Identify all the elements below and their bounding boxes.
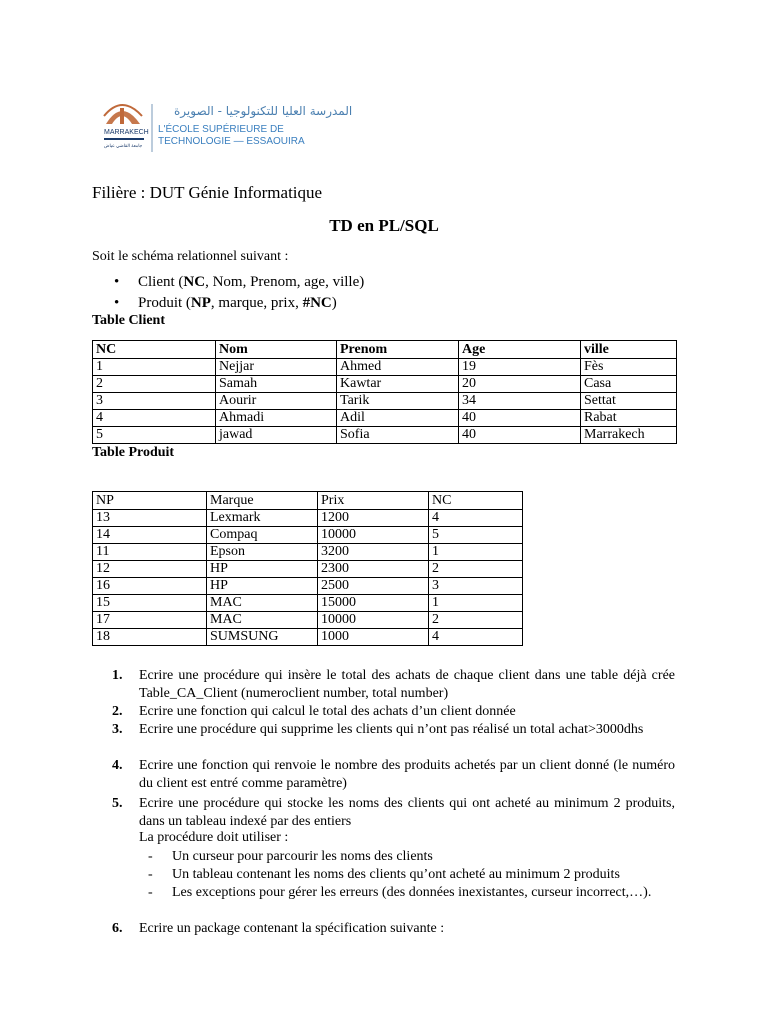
- table-cell: 5: [429, 527, 523, 544]
- intro-text: Soit le schéma relationnel suivant :: [92, 249, 289, 264]
- client-table-label: Table Client: [92, 313, 165, 328]
- table-cell: Adil: [337, 410, 459, 427]
- table-cell: Compaq: [207, 527, 318, 544]
- table-cell: HP: [207, 578, 318, 595]
- table-row: [93, 561, 523, 578]
- table-cell: 2500: [318, 578, 429, 595]
- table-cell: 2: [429, 561, 523, 578]
- table-header-cell: ville: [581, 341, 677, 359]
- question-4: 4. Ecrire une fonction qui renvoie le nombre des produits achetés par un client donné (le numéro du client est entré comme paramètre): [112, 758, 675, 791]
- table-row: [93, 578, 523, 595]
- question-2: 2. Ecrire une fonction qui calcul le total des achats d’un client donnée: [112, 704, 516, 719]
- table-cell: 1: [429, 544, 523, 561]
- table-cell: Aourir: [216, 393, 337, 410]
- table-cell: 10000: [318, 612, 429, 629]
- table-cell: 1: [93, 359, 216, 376]
- question-5-sub-intro: La procédure doit utiliser :: [139, 830, 289, 845]
- table-row: [93, 629, 523, 646]
- svg-text:جامعة القاضي عياض: جامعة القاضي عياض: [104, 143, 143, 148]
- table-cell: 34: [459, 393, 581, 410]
- table-cell: 11: [93, 544, 207, 561]
- table-header-cell: NC: [429, 492, 523, 510]
- table-cell: Settat: [581, 393, 677, 410]
- produit-table-label: Table Produit: [92, 445, 175, 460]
- table-header-cell: Nom: [216, 341, 337, 359]
- table-cell: 10000: [318, 527, 429, 544]
- table-row: [93, 410, 677, 427]
- table-cell: Epson: [207, 544, 318, 561]
- table-row: [93, 510, 523, 527]
- page-title: TD en PL/SQL: [329, 216, 439, 235]
- q5-sub-item: - Un tableau contenant les noms des clients qu’ont acheté au minimum 2 produits: [148, 867, 620, 882]
- table-header-cell: Marque: [207, 492, 318, 510]
- table-header-cell: NP: [93, 492, 207, 510]
- table-cell: Samah: [216, 376, 337, 393]
- client-table: [92, 340, 677, 444]
- table-header-cell: Prix: [318, 492, 429, 510]
- table-row: [93, 527, 523, 544]
- table-cell: 40: [459, 427, 581, 444]
- table-cell: 5: [93, 427, 216, 444]
- schema-produit: • Produit (NP, marque, prix, #NC): [112, 293, 364, 314]
- table-header-cell: NC: [93, 341, 216, 359]
- table-cell: Casa: [581, 376, 677, 393]
- table-cell: 2: [93, 376, 216, 393]
- table-cell: Nejjar: [216, 359, 337, 376]
- logo-city: MARRAKECH: [104, 129, 149, 136]
- table-cell: 1000: [318, 629, 429, 646]
- table-cell: 1: [429, 595, 523, 612]
- question-1: 1. Ecrire une procédure qui insère le total des achats de chaque client dans une table déjà crée Table_CA_Client (numeroclient number, total number): [112, 668, 675, 701]
- table-cell: 20: [459, 376, 581, 393]
- table-cell: Ahmadi: [216, 410, 337, 427]
- q5-sub-item: - Les exceptions pour gérer les erreurs (des données inexistantes, curseur incorrect,…).: [148, 885, 652, 900]
- table-cell: jawad: [216, 427, 337, 444]
- table-cell: MAC: [207, 612, 318, 629]
- table-cell: 2300: [318, 561, 429, 578]
- table-row: [93, 595, 523, 612]
- table-header-row: [93, 492, 523, 510]
- table-cell: 18: [93, 629, 207, 646]
- table-cell: Tarik: [337, 393, 459, 410]
- table-cell: Sofia: [337, 427, 459, 444]
- table-cell: 3: [93, 393, 216, 410]
- schema-client: • Client (NC, Nom, Prenom, age, ville): [112, 272, 364, 293]
- school-logo: [100, 94, 353, 164]
- table-row: [93, 427, 677, 444]
- table-cell: 1200: [318, 510, 429, 527]
- table-cell: 4: [93, 410, 216, 427]
- question-3: 3. Ecrire une procédure qui supprime les clients qui n’ont pas réalisé un total achat>3000dhs: [112, 722, 644, 737]
- table-cell: HP: [207, 561, 318, 578]
- question-6: 6. Ecrire un package contenant la spécification suivante :: [112, 921, 445, 936]
- question-5: 5. Ecrire une procédure qui stocke les noms des clients qui ont acheté au minimum 2 produits, dans un tableau indexé par des entiers: [112, 796, 675, 829]
- logo-arabic: المدرسة العليا للتكنولوجيا - الصويرة: [174, 104, 353, 118]
- table-cell: 4: [429, 510, 523, 527]
- table-cell: 2: [429, 612, 523, 629]
- produit-table: [92, 491, 523, 646]
- table-header-cell: Age: [459, 341, 581, 359]
- table-cell: 16: [93, 578, 207, 595]
- table-cell: Rabat: [581, 410, 677, 427]
- table-cell: 15000: [318, 595, 429, 612]
- table-cell: 3: [429, 578, 523, 595]
- table-cell: 3200: [318, 544, 429, 561]
- q5-sub-item: - Un curseur pour parcourir les noms des clients: [148, 849, 433, 864]
- table-cell: 12: [93, 561, 207, 578]
- table-row: [93, 359, 677, 376]
- table-cell: SUMSUNG: [207, 629, 318, 646]
- table-cell: Marrakech: [581, 427, 677, 444]
- table-row: [93, 612, 523, 629]
- logo-fr-1: L'ÉCOLE SUPÉRIEURE DE: [158, 124, 284, 135]
- table-cell: Ahmed: [337, 359, 459, 376]
- table-cell: 17: [93, 612, 207, 629]
- table-cell: 13: [93, 510, 207, 527]
- table-cell: 14: [93, 527, 207, 544]
- table-cell: MAC: [207, 595, 318, 612]
- table-cell: Fès: [581, 359, 677, 376]
- table-header-cell: Prenom: [337, 341, 459, 359]
- table-row: [93, 393, 677, 410]
- table-cell: 19: [459, 359, 581, 376]
- table-cell: 15: [93, 595, 207, 612]
- table-cell: Lexmark: [207, 510, 318, 527]
- table-cell: Kawtar: [337, 376, 459, 393]
- table-row: [93, 376, 677, 393]
- filiere-heading: Filière : DUT Génie Informatique: [92, 183, 323, 202]
- table-cell: 40: [459, 410, 581, 427]
- table-row: [93, 544, 523, 561]
- logo-fr-2: TECHNOLOGIE — ESSAOUIRA: [158, 136, 305, 147]
- schema-list: [112, 272, 364, 314]
- table-header-row: [93, 341, 677, 359]
- table-cell: 4: [429, 629, 523, 646]
